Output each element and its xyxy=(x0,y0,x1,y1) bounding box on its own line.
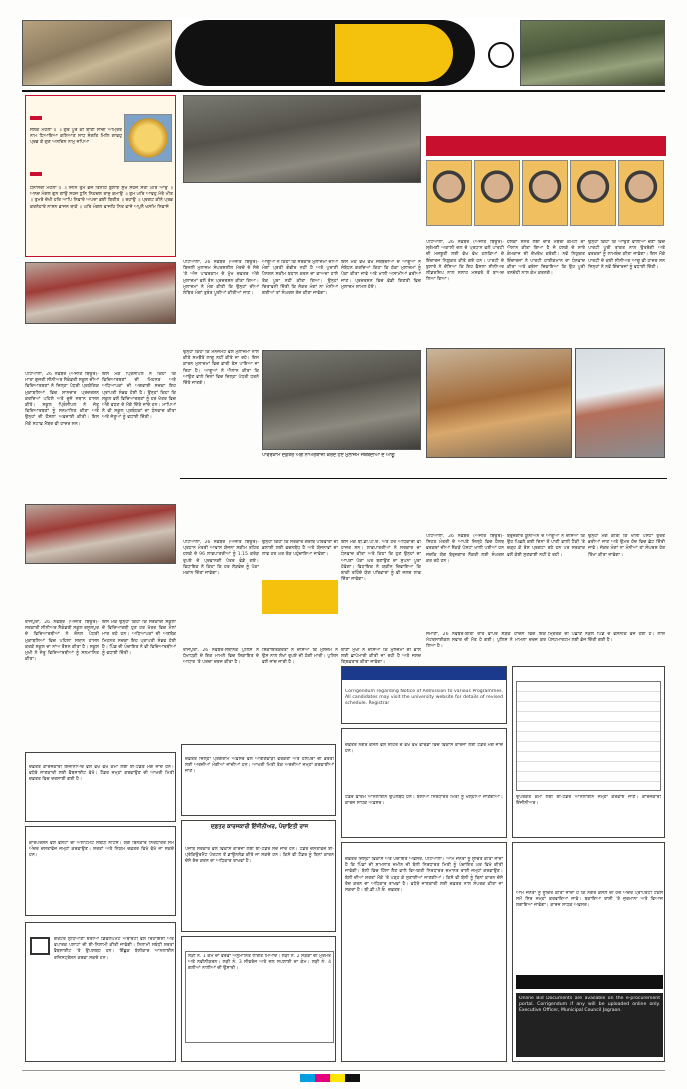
awas-pull-box xyxy=(262,580,338,614)
tender-ad-text: ਪੰਜਾਬ ਸਰਕਾਰ ਵਲੋਂ ਵਿਕਾਸ ਕਾਰਜਾਂ ਲਈ ਈ-ਟੈਂਡਰ ਸੱਦੇ ਜਾਂਦੇ ਹਨ। ਟੈਂਡਰ ਦਸਤਾਵੇਜ਼ ਈ-ਪ੍ਰੋਕਿਉਰਮੈਂਟ ਪੋਰਟਲ ਤੋਂ ਡਾਊਨਲੋਡ ਕੀਤੇ ਜਾ ਸਕਦੇ ਹਨ। ਕਿਸੇ ਵੀ ਟੈਂਡਰ ਨੂੰ ਬਿਨਾਂ ਕਾਰਨ ਦੱਸੇ ਰੱਦ ਕਰਨ ਦਾ ਅਧਿਕਾਰ ਰਾਖਵਾਂ ਹੈ। xyxy=(185,847,334,865)
food-caption xyxy=(426,462,665,472)
face-photo-1 xyxy=(426,160,472,226)
nit-ad xyxy=(341,728,507,838)
house-icon xyxy=(30,937,50,955)
sadak-text-col1: ਸਮਾਣਾ, 26 ਨਵੰਬਰ-ਬੀਤੀ ਰਾਤ ਵਾਪਰੇ ਸੜਕ ਹਾਦਸੇ ਵਿਚ ਇਕ ਮੋਟਰਸਾਈਕਲ ਸਵਾਰ ਦੀ ਮੌਤ ਹੋ ਗਈ। ਪੁਲਿਸ ਨੇ ਮਾਮਲਾ ਦਰਜ ਕਰ ਲਿਆ ਹੈ। xyxy=(426,632,546,650)
portrait-photo xyxy=(575,348,665,458)
mcj-ad-text: ਆਮ ਜਨਤਾ ਨੂੰ ਸੂਚਿਤ ਕੀਤਾ ਜਾਂਦਾ ਹੈ ਕਿ ਨਗਰ ਕੌਂਸਲ ਦੀ ਹੱਦ ਅੰਦਰ ਪ੍ਰਾਪਰਟੀ ਟੈਕਸ ਸਮੇਂ ਸਿਰ ਜਮ੍ਹਾਂ ਕਰਵਾਇਆ ਜਾਵੇ। ਬਕਾਇਆ ਰਾਸ਼ੀ 'ਤੇ ਜੁਰਮਾਨਾ ਅਤੇ ਵਿਆਜ ਲਗਾਇਆ ਜਾਵੇਗਾ। ਕਾਰਜ ਸਾਧਕ ਅਫ਼ਸਰ। xyxy=(516,891,663,909)
gurdwara-text-1: ਸਲੋਕ ਮਹਲਾ ੫ ॥ ਗੁਰ ਪੂਰੇ ਕੀ ਬਾਣੀ ਸਾਚੀ ਅੰਮ੍ਰਿਤ ਨਾਮ ਧਿਆਇਆ ਕਲਿਆਣ ਸਾਧ ਸੰਗਤਿ ਮਿਲਿ ਗਾਵਹੁ ਪ੍ਰਭ ਕੇ ਗੁਣ ਅਨਦਿਨ ਨਾਮੁ ਜਪਿਆ xyxy=(30,128,122,146)
school-text-col2: ਇਸ ਮੌਕੇ ਪ੍ਰਿੰਸੀਪਲ ਨੇ ਕਿਹਾ ਕਿ ਵਿਦਿਆਰਥਣਾਂ ਦੀ ਮਿਹਨਤ ਅਤੇ ਅਧਿਆਪਕਾਂ ਦੀ ਅਗਵਾਈ ਸਦਕਾ ਇਹ ਪ੍ਰਾਪਤੀ ਸੰਭਵ ਹੋਈ ਹੈ। ਉਨ੍ਹਾਂ ਕਿਹਾ ਕਿ ਸਕੂਲ ਵਲੋਂ ਵਿਦਿਆਰਥਣਾਂ ਨੂੰ ਹਰ ਖੇਤਰ ਵਿਚ ਅੱਗੇ ਵਧਣ ਦੇ ਮੌਕੇ ਦਿੱਤੇ ਜਾਂਦੇ ਹਨ। ਮਾਪਿਆਂ ਨੇ ਵੀ ਸਕੂਲ ਪ੍ਰਬੰਧਕਾਂ ਦਾ ਧੰਨਵਾਦ ਕੀਤਾ ਅਤੇ ਜੇਤੂਆਂ ਨੂੰ ਵਧਾਈ ਦਿੱਤੀ। xyxy=(102,372,176,421)
akali-text-col3: ਉਨ੍ਹਾਂ ਕਿਹਾ ਕਿ ਆਉਣ ਵਾਲੀਆਂ ਚੋਣਾਂ ਵਿਚ ਪਾਰਟੀ ਪੂਰੀ ਤਾਕਤ ਨਾਲ ਉਤਰੇਗੀ ਅਤੇ ਵਰਕਰਾਂ ਨੂੰ ਲਾਮਬੰਦ ਕੀਤਾ ਜਾਵੇਗਾ। ਇਸ ਮੌਕੇ ਪਾਰਟੀ ਦੇ ਕਈ ਸੀਨੀਅਰ ਆਗੂ ਵੀ ਹਾਜ਼ਰ ਸਨ ਜਿਨ੍ਹਾਂ ਨੇ ਨਵੇਂ ਇੰਚਾਰਜਾਂ ਨੂੰ ਵਧਾਈ ਦਿੱਤੀ। xyxy=(588,240,665,270)
color-registration-bar xyxy=(300,1074,360,1082)
awas-text-col1: ਪਟਿਆਲਾ, 26 ਨਵੰਬਰ (ਅਜੀਤ ਬਿਊਰੋ)-ਪ੍ਰਧਾਨ ਮੰਤਰੀ ਆਵਾਸ ਯੋਜਨਾ ਸਕੀਮ ਤਹਿਤ ਹਲਕੇ ਦੇ 96 ਲਾਭਪਾਤਰੀਆਂ ਨੂੰ 1.15 ਕਰੋੜ ਰੁਪਏ ਦੇ ਪ੍ਰਵਾਨਗੀ ਪੱਤਰ ਵੰਡੇ ਗਏ। ਵਿਧਾਇਕ ਨੇ ਕਿਹਾ ਕਿ ਹਰ ਲੋੜਵੰਦ ਨੂੰ ਪੱਕਾ ਮਕਾਨ ਦਿੱਤਾ ਜਾਵੇਗਾ। xyxy=(183,540,259,577)
health-text-col2: ਬੇਰੁਜ਼ਗਾਰ ਯੂਨੀਅਨ ਦੇ ਆਗੂਆਂ ਨੇ ਦੱਸਿਆ ਕਿ ਉਹ ਪਿਛਲੇ ਕਈ ਦਿਨਾਂ ਤੋਂ ਪਾਣੀ ਵਾਲੀ ਟੈਂਕੀ 'ਤੇ ਚੜ੍ਹ ਕੇ ਰੋਸ ਪ੍ਰਗਟਾ ਰਹੇ ਹਨ ਪਰ ਸਰਕਾਰ ਵਲੋਂ ਕੋਈ ਸੁਣਵਾਈ ਨਹੀਂ ਹੋ ਰਹੀ। xyxy=(507,534,585,558)
ad-left-3-text: ਗਰੇਟਰ ਲੁਧਿਆਣਾ ਏਰੀਆ ਡਿਵੈਲਪਮੈਂਟ ਅਥਾਰਟੀ ਵਲੋਂ ਰਿਹਾਇਸ਼ੀ ਅਤੇ ਵਪਾਰਕ ਪਲਾਟਾਂ ਦੀ ਈ-ਨਿਲਾਮੀ ਕੀਤੀ ਜਾਵੇਗੀ। ਨਿਲਾਮੀ ਸਬੰਧੀ ਸ਼ਰਤਾਂ ਵੈਬਸਾਈਟ 'ਤੇ ਉਪਲਬਧ ਹਨ। ਇੱਛੁਕ ਬੋਲੀਕਾਰ ਆਨਲਾਈਨ ਰਜਿਸਟ੍ਰੇਸ਼ਨ ਕਰਵਾ ਸਕਦੇ ਹਨ। xyxy=(54,937,174,961)
page-number xyxy=(488,42,514,68)
ad-center-3-text: ਲੜੀ ਨੰ. 1 ਕੰਮ ਦਾ ਵੇਰਵਾ ਅਨੁਮਾਨਿਤ ਲਾਗਤ ਮਿਆਦ। ਲੜੀ ਨੰ. 2 ਸੜਕਾਂ ਦੀ ਮੁਰੰਮਤ ਅਤੇ ਨਵੀਨੀਕਰਨ। ਲੜੀ ਨੰ. 3 ਸੀਵਰੇਜ ਅਤੇ ਜਲ ਸਪਲਾਈ ਦਾ ਕੰਮ। ਲੜੀ ਨੰ. 4 ਗਲੀਆਂ ਨਾਲੀਆਂ ਦੀ ਉਸਾਰੀ। xyxy=(188,954,331,972)
nit-ad-text-1: ਦਫ਼ਤਰ ਨਗਰ ਕੌਂਸਲ ਵਲੋਂ ਸ਼ਹਿਰ ਦੇ ਵੱਖ ਵੱਖ ਵਾਰਡਾਂ ਵਿਚ ਵਿਕਾਸ ਕਾਰਜਾਂ ਲਈ ਟੈਂਡਰ ਮੰਗੇ ਜਾਂਦੇ ਹਨ। xyxy=(345,743,503,755)
newspaper-logo xyxy=(175,20,475,86)
housing-ad-text: ਕਾਰਪੋਰੇਸ਼ਨ ਵਲੋਂ ਫਲੈਟਾਂ ਦੀ ਅਲਾਟਮੈਂਟ ਸਬੰਧੀ ਨੋਟਿਸ। ਯੋਗ ਬਿਨੈਕਾਰ ਨਿਰਧਾਰਤ ਸਮੇਂ ਅੰਦਰ ਦਸਤਾਵੇਜ਼ ਜਮ੍ਹਾਂ ਕਰਵਾਉਣ। ਸ਼ਰਤਾਂ ਅਤੇ ਨਿਯਮ ਦਫ਼ਤਰ ਵਿਖੇ ਵੇਖੇ ਜਾ ਸਕਦੇ ਹਨ। xyxy=(29,841,174,859)
school-text-col1: ਪਟਿਆਲਾ, 26 ਨਵੰਬਰ (ਅਜੀਤ ਬਿਊਰੋ)-ਮਾਤਾ ਗੁਜਰੀ ਸੀਨੀਅਰ ਸੈਕੰਡਰੀ ਸਕੂਲ ਦੀਆਂ ਵਿਦਿਆਰਥਣਾਂ ਨੇ ਜ਼ਿਲ੍ਹਾ ਪੱਧਰੀ ਪ੍ਰਯੋਗਿਕ ਮੁਕਾਬਲਿਆਂ ਵਿਚ ਸ਼ਾਨਦਾਰ ਪ੍ਰਦਰਸ਼ਨ ਕਰਦਿਆਂ ਪਹਿਲੇ ਅਤੇ ਦੂਜੇ ਸਥਾਨ ਹਾਸਲ ਕੀਤੇ। ਸਕੂਲ ਪ੍ਰਿੰਸੀਪਲ ਨੇ ਜੇਤੂ ਵਿਦਿਆਰਥਣਾਂ ਨੂੰ ਸਨਮਾਨਿਤ ਕੀਤਾ ਅਤੇ ਉਨ੍ਹਾਂ ਦੀ ਹੌਸਲਾ ਅਫ਼ਜ਼ਾਈ ਕੀਤੀ। ਇਸ ਮੌਕੇ ਸਟਾਫ਼ ਮੈਂਬਰ ਵੀ ਹਾਜ਼ਰ ਸਨ। xyxy=(25,372,99,427)
face-photo-2 xyxy=(474,160,520,226)
ad-right-1 xyxy=(512,666,665,838)
gurdwara-box xyxy=(25,95,176,257)
gov-school-photo xyxy=(25,504,176,564)
protest-text-col3: ਇਸ ਮੌਕੇ ਵੱਖ ਵੱਖ ਜਥੇਬੰਦੀਆਂ ਦੇ ਆਗੂਆਂ ਨੇ ਸੰਬੋਧਨ ਕਰਦਿਆਂ ਕਿਹਾ ਕਿ ਠੇਕਾ ਮੁਲਾਜ਼ਮਾਂ ਨੂੰ ਪੱਕਾ ਕੀਤਾ ਜਾਵੇ ਅਤੇ ਖਾਲੀ ਅਸਾਮੀਆਂ ਭਰੀਆਂ ਜਾਣ। ਪ੍ਰਦਰਸ਼ਨ ਵਿਚ ਵੱਡੀ ਗਿਣਤੀ ਵਿਚ ਮੁਲਾਜ਼ਮ ਸ਼ਾਮਲ ਹੋਏ। xyxy=(341,260,421,290)
gov-school-text-col1: ਰਾਜਪੁਰਾ, 26 ਨਵੰਬਰ (ਅਜੀਤ ਬਿਊਰੋ)-ਸਰਕਾਰੀ ਸੀਨੀਅਰ ਸੈਕੰਡਰੀ ਸਕੂਲ ਰਸੂਲਪੁਰ ਦੇ ਵਿਦਿਆਰਥੀਆਂ ਨੇ ਜ਼ੋਨਲ ਪੱਧਰੀ ਮੁਕਾਬਲਿਆਂ ਵਿਚ ਪਹਿਲਾ ਸਥਾਨ ਹਾਸਲ ਕਰਕੇ ਸਕੂਲ ਦਾ ਨਾਂਅ ਰੌਸ਼ਨ ਕੀਤਾ ਹੈ। ਸਕੂਲ ਮੁਖੀ ਨੇ ਜੇਤੂ ਵਿਦਿਆਰਥੀਆਂ ਨੂੰ ਸਨਮਾਨਿਤ ਕੀਤਾ। xyxy=(25,620,99,663)
face-photo-3 xyxy=(522,160,568,226)
ad-left-3 xyxy=(25,922,176,1062)
protest-photo-2 xyxy=(262,350,421,450)
ad-center-3 xyxy=(181,936,336,1062)
protest-caption-2: ਪਾਵਰਕਾਮ ਦਫ਼ਤਰ ਅੱਗੇ ਨਾਅਰੇਬਾਜ਼ੀ ਕਰਦੇ ਹੋਏ ਮੁਲਾਜ਼ਮ ਜਥੇਬੰਦੀਆਂ ਦੇ ਆਗੂ xyxy=(262,453,395,458)
golden-temple-image xyxy=(124,114,172,162)
protest-photo xyxy=(183,95,421,183)
nit-ad-text-2: ਟੈਂਡਰ ਫਾਰਮ ਆਨਲਾਈਨ ਉਪਲਬਧ ਹਨ। ਬੋਲੀਆਂ ਨਿਰਧਾਰਤ ਮਿਤੀ ਨੂੰ ਖੋਲ੍ਹੀਆਂ ਜਾਣਗੀਆਂ। ਕਾਰਜ ਸਾਧਕ ਅਫ਼ਸਰ। xyxy=(345,795,503,807)
ad-center-1-text: ਦਫ਼ਤਰ ਜ਼ਿਲ੍ਹਾ ਪ੍ਰੋਗਰਾਮ ਅਫ਼ਸਰ ਵਲੋਂ ਆਂਗਣਵਾੜੀ ਵਰਕਰਾਂ ਅਤੇ ਹੈਲਪਰਾਂ ਦੀ ਭਰਤੀ ਲਈ ਅਰਜ਼ੀਆਂ ਮੰਗੀਆਂ ਜਾਂਦੀਆਂ ਹਨ। ਆਖਰੀ ਮਿਤੀ ਤੱਕ ਅਰਜ਼ੀਆਂ ਜਮ੍ਹਾਂ ਕਰਵਾਈਆਂ ਜਾਣ। xyxy=(185,757,334,775)
ad-left-1-text: ਦਫ਼ਤਰ ਕਾਰਜਕਾਰੀ ਇੰਜੀਨੀਅਰ ਵਲੋਂ ਵੱਖ ਵੱਖ ਕੰਮਾਂ ਲਈ ਈ-ਟੈਂਡਰ ਮੰਗੇ ਜਾਂਦੇ ਹਨ। ਵਧੇਰੇ ਜਾਣਕਾਰੀ ਲਈ ਵੈਬਸਾਈਟ ਵੇਖੋ। ਟੈਂਡਰ ਜਮ੍ਹਾਂ ਕਰਵਾਉਣ ਦੀ ਆਖਰੀ ਮਿਤੀ ਦਫ਼ਤਰ ਵਿਚ ਦਰਸਾਈ ਗਈ ਹੈ। xyxy=(29,765,174,783)
masthead-rule xyxy=(22,90,665,92)
mcj-ad-footer xyxy=(516,993,663,1057)
gurdwara-badge xyxy=(30,116,42,120)
public-notice-ad xyxy=(341,842,507,1062)
bottom-rule xyxy=(22,1070,665,1071)
mcj-ad-footer-text: Online Bid Documents are available on the e-procurement portal. Corrigendum if any will be uploaded online only. Executive Officer, Municipal Council Jagraon. xyxy=(519,996,660,1014)
gov-school-caption xyxy=(25,567,176,577)
protest-text-col2: ਆਗੂਆਂ ਨੇ ਕਿਹਾ ਕਿ ਸਰਕਾਰ ਮੁਲਾਜ਼ਮਾਂ ਦੀਆਂ ਮੰਗਾਂ ਪ੍ਰਤੀ ਗੰਭੀਰ ਨਹੀਂ ਹੈ ਅਤੇ ਪੁਰਾਣੀ ਪੈਨਸ਼ਨ ਸਕੀਮ ਬਹਾਲ ਕਰਨ ਦਾ ਵਾਅਦਾ ਹਾਲੇ ਤੱਕ ਪੂਰਾ ਨਹੀਂ ਕੀਤਾ ਗਿਆ। ਉਨ੍ਹਾਂ ਚਿਤਾਵਨੀ ਦਿੱਤੀ ਕਿ ਜੇਕਰ ਮੰਗਾਂ ਨਾ ਮੰਨੀਆਂ ਗਈਆਂ ਤਾਂ ਸੰਘਰਸ਼ ਤੇਜ਼ ਕੀਤਾ ਜਾਵੇਗਾ। xyxy=(262,260,338,297)
tender-ad-head: ਦਫ਼ਤਰ ਕਾਰਜਕਾਰੀ ਇੰਜੀਨੀਅਰ, ਪੰਚਾਇਤੀ ਰਾਜ xyxy=(210,824,309,830)
pu-ad xyxy=(341,666,507,724)
tender-ad xyxy=(181,820,336,932)
awas-text-col3: ਇਸ ਮੌਕੇ ਬੀ.ਡੀ.ਪੀ.ਓ. ਅਤੇ ਹੋਰ ਅਧਿਕਾਰੀ ਵੀ ਹਾਜ਼ਰ ਸਨ। ਲਾਭਪਾਤਰੀਆਂ ਨੇ ਸਰਕਾਰ ਦਾ ਧੰਨਵਾਦ ਕੀਤਾ ਅਤੇ ਕਿਹਾ ਕਿ ਹੁਣ ਉਨ੍ਹਾਂ ਦਾ ਆਪਣਾ ਪੱਕਾ ਘਰ ਬਣਾਉਣ ਦਾ ਸੁਪਨਾ ਪੂਰਾ ਹੋਵੇਗਾ। ਵਿਧਾਇਕ ਨੇ ਯਕੀਨ ਦਿਵਾਇਆ ਕਿ ਬਾਕੀ ਰਹਿੰਦੇ ਯੋਗ ਪਰਿਵਾਰਾਂ ਨੂੰ ਵੀ ਜਲਦ ਲਾਭ ਦਿੱਤਾ ਜਾਵੇਗਾ। xyxy=(341,540,421,583)
kuttu-text-col2: ਸ਼ਿਕਾਇਤਕਰਤਾ ਨੇ ਦੱਸਿਆ ਕਿ ਮੁਲਜ਼ਮ ਨੇ ਉਸ ਨਾਲ ਲੱਖਾਂ ਰੁਪਏ ਦੀ ਠੱਗੀ ਮਾਰੀ। ਪੁਲਿਸ ਵਲੋਂ ਜਾਂਚ ਜਾਰੀ ਹੈ। xyxy=(262,648,338,666)
akali-text-col1: ਪਟਿਆਲਾ, 26 ਨਵੰਬਰ (ਅਜੀਤ ਬਿਊਰੋ)-ਸ਼੍ਰੋਮਣੀ ਅਕਾਲੀ ਦਲ ਦੇ ਪ੍ਰਧਾਨ ਵਲੋਂ ਪਾਰਟੀ ਦੀ ਮਜ਼ਬੂਤੀ ਲਈ ਵੱਖ ਵੱਖ ਹਲਕਿਆਂ ਦੇ ਇੰਚਾਰਜ ਨਿਯੁਕਤ ਕੀਤੇ ਗਏ ਹਨ। ਪਾਰਟੀ ਦੇ ਬੁਲਾਰੇ ਨੇ ਦੱਸਿਆ ਕਿ ਇਹ ਫੈਸਲਾ ਸੀਨੀਅਰ ਲੀਡਰਸ਼ਿਪ ਨਾਲ ਸਲਾਹ ਮਸ਼ਵਰੇ ਤੋਂ ਬਾਅਦ ਲਿਆ ਗਿਆ। xyxy=(426,240,504,283)
kuttu-text-col3: ਥਾਣਾ ਮੁਖੀ ਨੇ ਦੱਸਿਆ ਕਿ ਮੁਲਜ਼ਮਾਂ ਦੀ ਭਾਲ ਲਈ ਛਾਪੇਮਾਰੀ ਕੀਤੀ ਜਾ ਰਹੀ ਹੈ ਅਤੇ ਜਲਦ ਗ੍ਰਿਫ਼ਤਾਰ ਕੀਤਾ ਜਾਵੇਗਾ। xyxy=(341,648,421,666)
public-notice-ad-text: ਦਫ਼ਤਰ ਜ਼ਿਲ੍ਹਾ ਵਿਕਾਸ ਅਤੇ ਪੰਚਾਇਤ ਅਫ਼ਸਰ, ਪਟਿਆਲਾ। ਆਮ ਜਨਤਾ ਨੂੰ ਸੂਚਿਤ ਕੀਤਾ ਜਾਂਦਾ ਹੈ ਕਿ ਪਿੰਡਾਂ ਦੀ ਸ਼ਾਮਲਾਤ ਜ਼ਮੀਨ ਦੀ ਬੋਲੀ ਨਿਰਧਾਰਤ ਮਿਤੀ ਨੂੰ ਪੰਚਾਇਤ ਘਰ ਵਿਖੇ ਕੀਤੀ ਜਾਵੇਗੀ। ਬੋਲੀ ਵਿਚ ਹਿੱਸਾ ਲੈਣ ਵਾਲੇ ਵਿਅਕਤੀ ਨਿਰਧਾਰਤ ਜ਼ਮਾਨਤ ਰਾਸ਼ੀ ਜਮ੍ਹਾਂ ਕਰਵਾਉਣ। ਬੋਲੀ ਦੀਆਂ ਸ਼ਰਤਾਂ ਮੌਕੇ 'ਤੇ ਪੜ੍ਹ ਕੇ ਸੁਣਾਈਆਂ ਜਾਣਗੀਆਂ। ਕਿਸੇ ਵੀ ਬੋਲੀ ਨੂੰ ਬਿਨਾਂ ਕਾਰਨ ਦੱਸੇ ਰੱਦ ਕਰਨ ਦਾ ਅਧਿਕਾਰ ਰਾਖਵਾਂ ਹੈ। ਵਧੇਰੇ ਜਾਣਕਾਰੀ ਲਈ ਦਫ਼ਤਰ ਨਾਲ ਸੰਪਰਕ ਕੀਤਾ ਜਾ ਸਕਦਾ ਹੈ। ਬੀ.ਡੀ.ਪੀ.ਓ. ਦਫ਼ਤਰ। xyxy=(345,857,503,894)
section-rule xyxy=(180,478,667,479)
logo-ajit-block xyxy=(335,24,453,82)
ad-right-1-text: ਉਪਰੋਕਤ ਕੰਮਾਂ ਲਈ ਈ-ਟੈਂਡਰ ਆਨਲਾਈਨ ਜਮ੍ਹਾਂ ਕਰਵਾਏ ਜਾਣ। ਕਾਰਜਕਾਰੀ ਇੰਜੀਨੀਅਰ। xyxy=(516,795,661,807)
mcj-ad-adv xyxy=(516,975,663,989)
school-caption xyxy=(25,326,176,338)
face-photo-5 xyxy=(618,160,664,226)
ad-center-1 xyxy=(181,744,336,816)
pu-ad-text: Corrigendum regarding Notice of Admission to various Programmes. All candidates may visit the university website for details of revised schedule. Registrar xyxy=(345,689,503,707)
sadak-text-col2: ਮ੍ਰਿਤਕ ਦੀ ਪਛਾਣ ਨੇੜਲੇ ਪਿੰਡ ਦੇ ਵਸਨੀਕ ਵਜੋਂ ਹੋਈ ਹੈ। ਲਾਸ਼ ਪੋਸਟਮਾਰਟਮ ਲਈ ਭੇਜ ਦਿੱਤੀ ਗਈ ਹੈ। xyxy=(548,632,665,644)
ad-right-1-table xyxy=(516,681,661,791)
pu-ad-header xyxy=(342,667,506,680)
health-text-col3: ਉਨ੍ਹਾਂ ਮੰਗ ਕੀਤੀ ਕਿ ਖਾਲੀ ਪੋਸਟਾਂ ਤੁਰੰਤ ਭਰੀਆਂ ਜਾਣ ਅਤੇ ਉਮਰ ਹੱਦ ਵਿਚ ਛੋਟ ਦਿੱਤੀ ਜਾਵੇ। ਜੇਕਰ ਮੰਗਾਂ ਨਾ ਮੰਨੀਆਂ ਤਾਂ ਸੰਘਰਸ਼ ਹੋਰ ਤਿੱਖਾ ਕੀਤਾ ਜਾਵੇਗਾ। xyxy=(588,534,665,558)
ad-left-1 xyxy=(25,752,176,822)
masthead-photo-right xyxy=(520,20,665,86)
kuttu-text-col1: ਰਾਜਪੁਰਾ, 26 ਨਵੰਬਰ-ਸਥਾਨਕ ਪੁਲਿਸ ਨੇ ਧੋਖਾਧੜੀ ਦੇ ਇਕ ਮਾਮਲੇ ਵਿਚ ਸ਼ਿਕਾਇਤ ਦੇ ਆਧਾਰ 'ਤੇ ਪਰਚਾ ਦਰਜ ਕੀਤਾ ਹੈ। xyxy=(183,648,259,666)
school-photo xyxy=(25,262,176,324)
housing-ad xyxy=(25,826,176,916)
awas-text-col2: ਉਨ੍ਹਾਂ ਕਿਹਾ ਕਿ ਸਰਕਾਰ ਗਰੀਬ ਪਰਿਵਾਰਾਂ ਦੀ ਭਲਾਈ ਲਈ ਵਚਨਬੱਧ ਹੈ ਅਤੇ ਯੋਜਨਾਵਾਂ ਦਾ ਲਾਭ ਹਰ ਘਰ ਤੱਕ ਪਹੁੰਚਾਇਆ ਜਾਵੇਗਾ। xyxy=(262,540,338,558)
gurdwara-text-2: ਧਨਾਸਰੀ ਮਹਲਾ ੫ ॥ ਜਿਨਿ ਤੁਮ ਭੇਜੇ ਤਿਨਹਿ ਬੁਲਾਏ ਸੁਖ ਸਹਜ ਸੇਤੀ ਘਰਿ ਆਉ ॥ ਅਨਦ ਮੰਗਲ ਗੁਨ ਗਾਉ ਸਹਜ ਧੁਨਿ ਨਿਹਚਲ ਰਾਜੁ ਕਮਾਉ ॥ ਤੁਮ ਘਰਿ ਆਵਹੁ ਮੇਰੇ ਮੀਤ ॥ ਤੁਮਰੇ ਦੋਖੀ ਹਰਿ ਆਪਿ ਨਿਵਾਰੇ ਅਪਦਾ ਭਈ ਬਿਤੀਤ ॥ ਰਹਾਉ ॥ ਪ੍ਰਗਟ ਕੀਨੇ ਪ੍ਰਭ ਕਰਨੇਹਾਰੇ ਨਾਸਨ ਭਾਜਨ ਥਾਕੇ ॥ ਘਰਿ ਮੰਗਲ ਵਾਜਹਿ ਨਿਤ ਵਾਜੇ ਅਪੁਨੈ ਖਸਮਿ ਨਿਵਾਜੇ xyxy=(30,186,173,210)
protest-caption xyxy=(183,186,421,198)
protest-text-col1: ਪਟਿਆਲਾ, 26 ਨਵੰਬਰ (ਅਜੀਤ ਬਿਊਰੋ)-ਬਿਜਲੀ ਮੁਲਾਜ਼ਮ ਸੰਘਰਸ਼ਸ਼ੀਲ ਮੋਰਚੇ ਦੇ ਸੱਦੇ 'ਤੇ ਅੱਜ ਪਾਵਰਕਾਮ ਦੇ ਮੁੱਖ ਦਫ਼ਤਰ ਅੱਗੇ ਮੁਲਾਜ਼ਮਾਂ ਵਲੋਂ ਰੋਸ ਪ੍ਰਦਰਸ਼ਨ ਕੀਤਾ ਗਿਆ। ਮੁਲਾਜ਼ਮਾਂ ਨੇ ਮੰਗ ਕੀਤੀ ਕਿ ਉਨ੍ਹਾਂ ਦੀਆਂ ਲੰਬਿਤ ਮੰਗਾਂ ਤੁਰੰਤ ਪੂਰੀਆਂ ਕੀਤੀਆਂ ਜਾਣ। xyxy=(183,260,259,297)
masthead-photo-left xyxy=(22,20,172,86)
health-text-col1: ਪਟਿਆਲਾ, 26 ਨਵੰਬਰ (ਅਜੀਤ ਬਿਊਰੋ)-ਸਿਹਤ ਮੰਤਰੀ ਦੇ ਆਪਣੇ ਜ਼ਿਲ੍ਹੇ ਵਿਚ ਹੈਲਥ ਵਰਕਰਾਂ ਦੀਆਂ ਸੈਂਕੜੇ ਪੋਸਟਾਂ ਖਾਲੀ ਪਈਆਂ ਹਨ ਜਦਕਿ ਯੋਗ ਬੇਰੁਜ਼ਗਾਰ ਨੌਕਰੀ ਲਈ ਸੰਘਰਸ਼ ਕਰ ਰਹੇ ਹਨ। xyxy=(426,534,504,564)
face-photo-4 xyxy=(570,160,616,226)
food-photo xyxy=(426,348,572,458)
gov-school-text-col2: ਇਸ ਮੌਕੇ ਉਨ੍ਹਾਂ ਕਿਹਾ ਕਿ ਸਰਕਾਰੀ ਸਕੂਲਾਂ ਦੇ ਵਿਦਿਆਰਥੀ ਹੁਣ ਹਰ ਖੇਤਰ ਵਿਚ ਮੱਲਾਂ ਮਾਰ ਰਹੇ ਹਨ। ਅਧਿਆਪਕਾਂ ਦੀ ਅਣਥੱਕ ਮਿਹਨਤ ਸਦਕਾ ਇਹ ਪ੍ਰਾਪਤੀ ਸੰਭਵ ਹੋਈ ਹੈ। ਪਿੰਡ ਦੀ ਪੰਚਾਇਤ ਨੇ ਵੀ ਵਿਦਿਆਰਥੀਆਂ ਨੂੰ ਵਧਾਈ ਦਿੱਤੀ। xyxy=(102,620,176,657)
gurdwara-channel xyxy=(30,172,42,176)
protest-text-col4: ਉਨ੍ਹਾਂ ਕਿਹਾ ਕਿ ਮੈਨੇਜਮੈਂਟ ਵਲੋਂ ਮੁਲਾਜ਼ਮਾਂ ਨਾਲ ਕੀਤੇ ਸਮਝੌਤੇ ਲਾਗੂ ਨਹੀਂ ਕੀਤੇ ਜਾ ਰਹੇ। ਇਸ ਕਾਰਨ ਮੁਲਾਜ਼ਮਾਂ ਵਿਚ ਭਾਰੀ ਰੋਸ ਪਾਇਆ ਜਾ ਰਿਹਾ ਹੈ। ਆਗੂਆਂ ਨੇ ਐਲਾਨ ਕੀਤਾ ਕਿ ਆਉਣ ਵਾਲੇ ਦਿਨਾਂ ਵਿਚ ਜ਼ਿਲ੍ਹਾ ਪੱਧਰੀ ਧਰਨੇ ਦਿੱਤੇ ਜਾਣਗੇ। xyxy=(183,350,259,387)
akali-text-col2: ਹਲਕਾ ਸਨੌਰ ਲਈ ਚਾਰ ਮੈਂਬਰੀ ਕਮੇਟੀ ਦਾ ਐਲਾਨ ਕੀਤਾ ਗਿਆ ਹੈ ਜੋ ਹਲਕੇ ਦੇ ਸਾਰੇ ਕੰਮਕਾਜ ਦੀ ਦੇਖਰੇਖ ਕਰੇਗੀ। ਨਵੇਂ ਨਿਯੁਕਤ ਇੰਚਾਰਜਾਂ ਨੇ ਪਾਰਟੀ ਹਾਈਕਮਾਨ ਦਾ ਧੰਨਵਾਦ ਕੀਤਾ ਅਤੇ ਭਰੋਸਾ ਦਿਵਾਇਆ ਕਿ ਉਹ ਪੂਰੀ ਤਨਦੇਹੀ ਨਾਲ ਕੰਮ ਕਰਨਗੇ। xyxy=(507,240,585,277)
akali-subhead xyxy=(426,136,666,156)
mcj-ad xyxy=(512,842,665,1062)
